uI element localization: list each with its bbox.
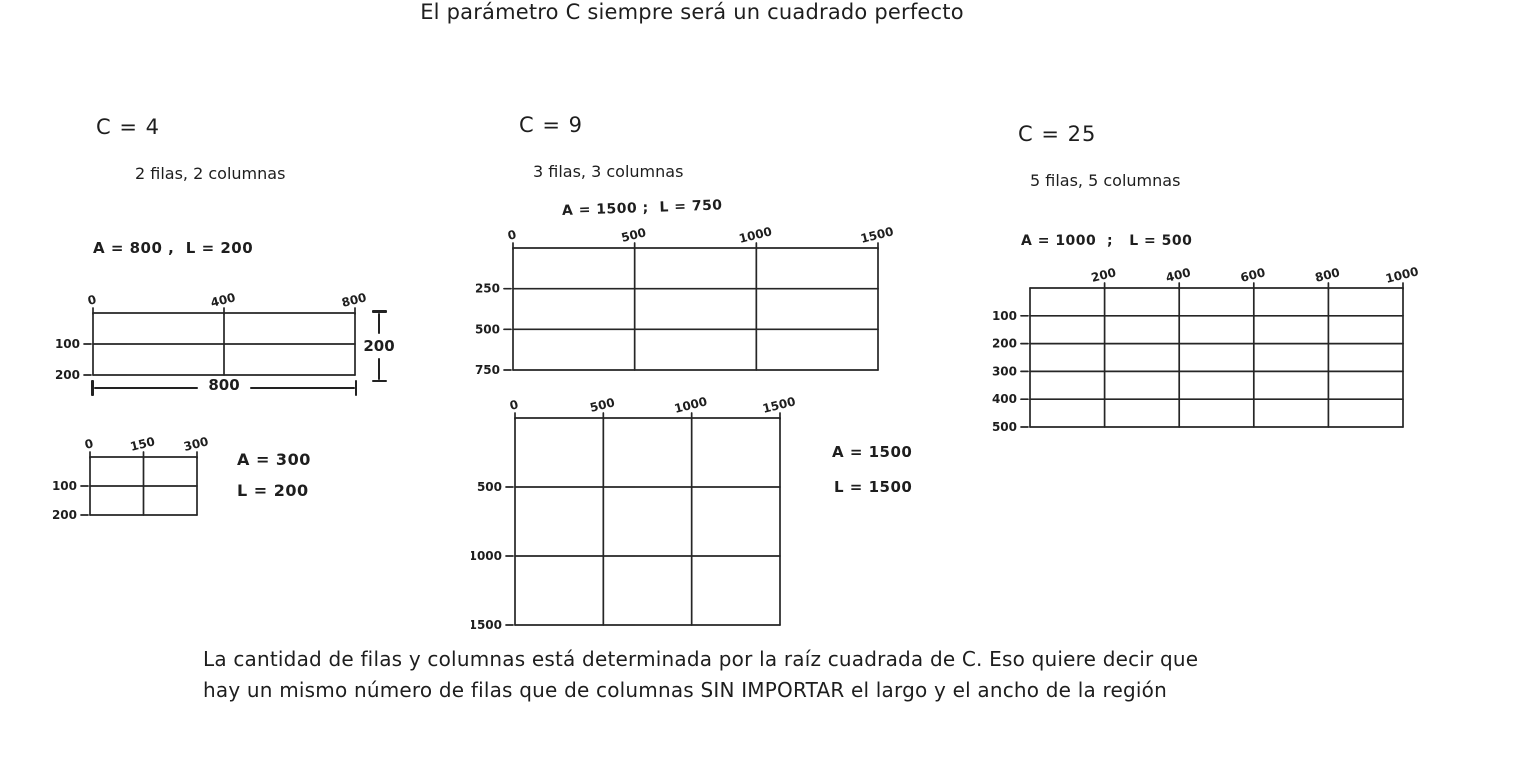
formula-c4-fig2-l: L = 200: [237, 481, 309, 500]
svg-text:300: 300: [991, 364, 1017, 379]
svg-text:0: 0: [83, 436, 95, 452]
svg-text:400: 400: [991, 392, 1017, 407]
svg-text:100: 100: [51, 479, 77, 493]
formula-c4-fig2-a: A = 300: [237, 450, 311, 469]
formula-c9-fig2-a: A = 1500: [832, 443, 913, 461]
dimension-tick: [372, 380, 387, 383]
svg-text:1000: 1000: [737, 224, 774, 246]
grid-c25-main: [986, 262, 1447, 437]
svg-text:800: 800: [1313, 265, 1342, 285]
svg-text:1500: 1500: [761, 394, 797, 416]
footer-line-1: La cantidad de filas y columnas está determinada por la raíz cuadrada de C. Eso quiere decir que: [203, 647, 1199, 671]
svg-text:200: 200: [1089, 265, 1118, 285]
svg-text:0: 0: [86, 292, 98, 308]
svg-text:200: 200: [51, 508, 77, 522]
dimension-line: [94, 387, 199, 390]
svg-text:300: 300: [182, 434, 210, 454]
grid-c4-small: [46, 431, 241, 525]
svg-text:800: 800: [340, 290, 368, 310]
height-dimension-label: 200: [363, 337, 395, 355]
formula-c4-fig1: A = 800 , L = 200: [93, 239, 254, 257]
dimension-line: [378, 313, 381, 335]
subheading-c4: 2 filas, 2 columnas: [135, 164, 286, 183]
svg-text:1500: 1500: [471, 618, 502, 632]
svg-text:200: 200: [991, 336, 1017, 351]
svg-text:1000: 1000: [471, 549, 502, 564]
svg-text:400: 400: [1164, 265, 1193, 285]
svg-text:200: 200: [54, 368, 80, 382]
formula-c25: A = 1000 ; L = 500: [1021, 233, 1193, 249]
page-title: El parámetro C siempre será un cuadrado perfecto: [420, 0, 964, 24]
heading-c4: C = 4: [96, 115, 160, 139]
svg-text:150: 150: [128, 434, 157, 454]
svg-text:1000: 1000: [672, 394, 709, 416]
svg-text:100: 100: [991, 308, 1017, 323]
svg-text:0: 0: [506, 227, 518, 243]
dimension-tick: [355, 380, 358, 396]
svg-text:600: 600: [1238, 265, 1267, 285]
svg-text:500: 500: [476, 479, 502, 494]
grid-c4-main: [49, 287, 399, 385]
subheading-c9: 3 filas, 3 columnas: [533, 162, 684, 181]
svg-text:100: 100: [54, 337, 80, 351]
svg-text:750: 750: [474, 363, 500, 377]
svg-text:250: 250: [474, 281, 500, 296]
formula-c9-fig1: A = 1500 ; L = 750: [561, 197, 723, 219]
dimension-line: [250, 387, 355, 390]
subheading-c25: 5 filas, 5 columnas: [1030, 171, 1181, 190]
heading-c9: C = 9: [519, 113, 583, 137]
width-dimension-label: 800: [208, 376, 240, 394]
grid-c9-bottom: [471, 392, 824, 635]
svg-text:500: 500: [474, 322, 500, 337]
svg-text:400: 400: [209, 290, 237, 310]
svg-text:1500: 1500: [859, 224, 895, 246]
svg-text:500: 500: [588, 395, 617, 415]
footer-note: [203, 644, 1198, 706]
formula-c9-fig2-l: L = 1500: [834, 478, 913, 496]
svg-text:500: 500: [619, 225, 648, 245]
grid-c9-top: [469, 222, 922, 380]
footer-line-2: hay un mismo número de filas que de columnas SIN IMPORTAR el largo y el ancho de la región: [203, 678, 1167, 702]
height-dimension-c4: [360, 310, 398, 382]
svg-text:0: 0: [508, 397, 520, 413]
svg-text:1000: 1000: [1384, 264, 1420, 286]
dimension-line: [378, 358, 381, 380]
width-dimension-c4: [91, 376, 357, 397]
svg-text:500: 500: [991, 420, 1017, 434]
heading-c25: C = 25: [1018, 122, 1097, 146]
